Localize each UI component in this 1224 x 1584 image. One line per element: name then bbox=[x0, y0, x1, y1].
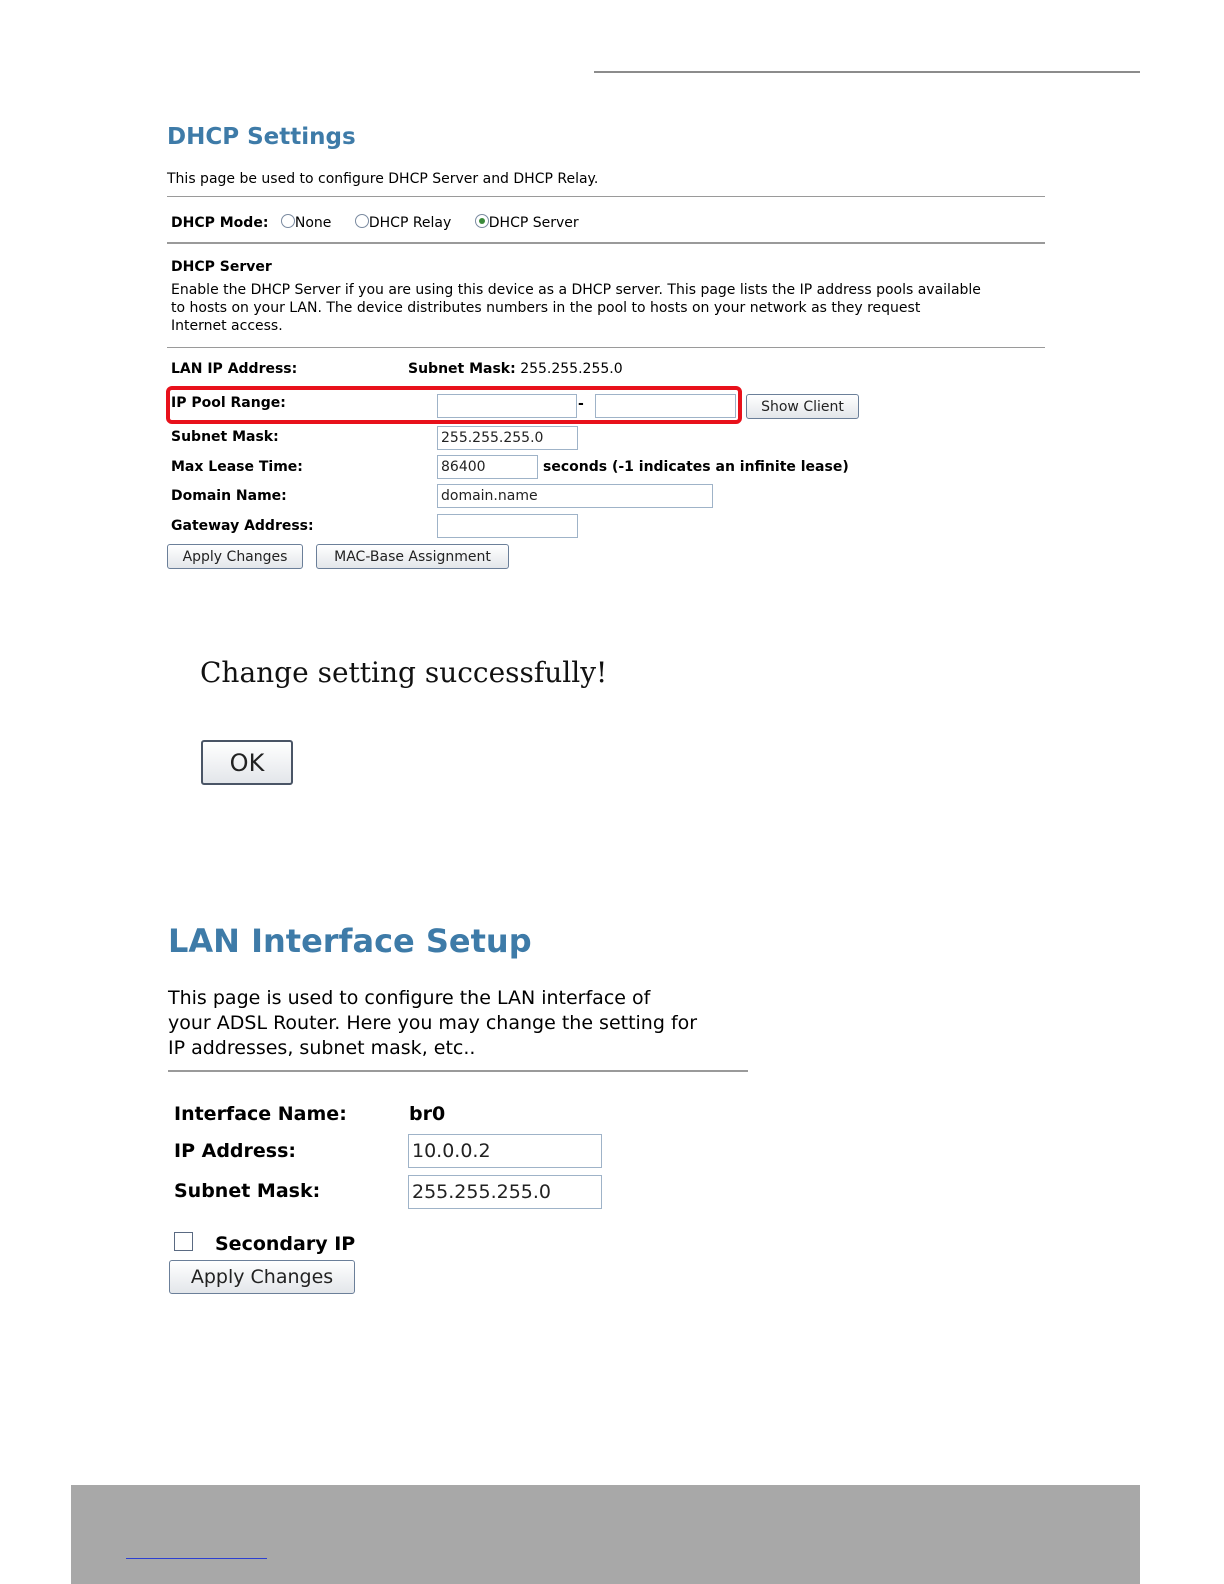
subnet-inline-value: 255.255.255.0 bbox=[520, 361, 623, 377]
dhcp-server-heading: DHCP Server bbox=[171, 259, 272, 275]
dhcp-title: DHCP Settings bbox=[167, 124, 356, 150]
ok-button[interactable]: OK bbox=[201, 740, 293, 785]
desc-line: IP addresses, subnet mask, etc.. bbox=[168, 1037, 476, 1059]
header-rule bbox=[594, 71, 1140, 73]
lan-ip-label: LAN IP Address: bbox=[171, 361, 298, 377]
max-lease-input[interactable]: 86400 bbox=[437, 455, 538, 479]
radio-dhcp-server[interactable] bbox=[475, 214, 489, 228]
subnet-inline bbox=[408, 361, 623, 377]
ip-address-label: IP Address: bbox=[174, 1140, 296, 1162]
desc-line: Enable the DHCP Server if you are using this device as a DHCP server. This page lists the IP address pools available bbox=[171, 282, 981, 298]
footer-link[interactable] bbox=[126, 1558, 267, 1559]
show-client-button[interactable]: Show Client bbox=[746, 394, 859, 419]
desc-line: Internet access. bbox=[171, 318, 283, 334]
divider bbox=[167, 196, 1045, 197]
dhcp-server-description bbox=[171, 281, 981, 335]
mac-base-assignment-button[interactable]: MAC-Base Assignment bbox=[316, 544, 509, 569]
lan-title: LAN Interface Setup bbox=[168, 922, 532, 960]
gateway-input[interactable] bbox=[437, 514, 578, 538]
gateway-label: Gateway Address: bbox=[171, 518, 314, 534]
divider bbox=[167, 347, 1045, 348]
ip-pool-dash: - bbox=[578, 396, 584, 412]
footer-bar bbox=[71, 1485, 1140, 1584]
dhcp-mode-label: DHCP Mode: bbox=[171, 215, 269, 231]
lan-description bbox=[168, 986, 697, 1061]
lease-note: seconds (-1 indicates an infinite lease) bbox=[543, 459, 849, 475]
radio-none[interactable] bbox=[281, 214, 295, 228]
lan-subnet-mask-input[interactable]: 255.255.255.0 bbox=[408, 1175, 602, 1209]
desc-line: This page is used to configure the LAN interface of bbox=[168, 987, 651, 1009]
success-message: Change setting successfully! bbox=[200, 656, 608, 689]
max-lease-label: Max Lease Time: bbox=[171, 459, 303, 475]
apply-changes-button[interactable]: Apply Changes bbox=[167, 544, 303, 569]
dhcp-mode-row bbox=[171, 214, 579, 231]
radio-none-label: None bbox=[294, 215, 332, 231]
interface-name-label: Interface Name: bbox=[174, 1103, 347, 1125]
secondary-ip-checkbox[interactable] bbox=[174, 1232, 193, 1251]
divider bbox=[168, 1070, 748, 1072]
radio-dhcp-relay-label: DHCP Relay bbox=[368, 215, 452, 231]
radio-dhcp-server-label: DHCP Server bbox=[488, 215, 579, 231]
radio-dhcp-relay[interactable] bbox=[355, 214, 369, 228]
subnet-mask-input[interactable]: 255.255.255.0 bbox=[437, 426, 578, 450]
dhcp-description: This page be used to configure DHCP Server and DHCP Relay. bbox=[167, 171, 599, 187]
ip-pool-end-input[interactable] bbox=[595, 394, 736, 418]
domain-name-input[interactable]: domain.name bbox=[437, 484, 713, 508]
divider bbox=[167, 242, 1045, 244]
ip-address-input[interactable]: 10.0.0.2 bbox=[408, 1134, 602, 1168]
lan-subnet-mask-label: Subnet Mask: bbox=[174, 1180, 321, 1202]
interface-name-value: br0 bbox=[409, 1103, 446, 1125]
ip-pool-start-input[interactable] bbox=[437, 394, 577, 418]
subnet-mask-label: Subnet Mask: bbox=[171, 429, 279, 445]
ip-pool-label: IP Pool Range: bbox=[171, 395, 286, 411]
desc-line: to hosts on your LAN. The device distributes numbers in the pool to hosts on your network as they request bbox=[171, 300, 921, 316]
desc-line: your ADSL Router. Here you may change the setting for bbox=[168, 1012, 698, 1034]
domain-name-label: Domain Name: bbox=[171, 488, 287, 504]
subnet-inline-label: Subnet Mask: bbox=[408, 361, 516, 377]
secondary-ip-label: Secondary IP bbox=[215, 1233, 356, 1255]
lan-apply-changes-button[interactable]: Apply Changes bbox=[169, 1260, 355, 1294]
